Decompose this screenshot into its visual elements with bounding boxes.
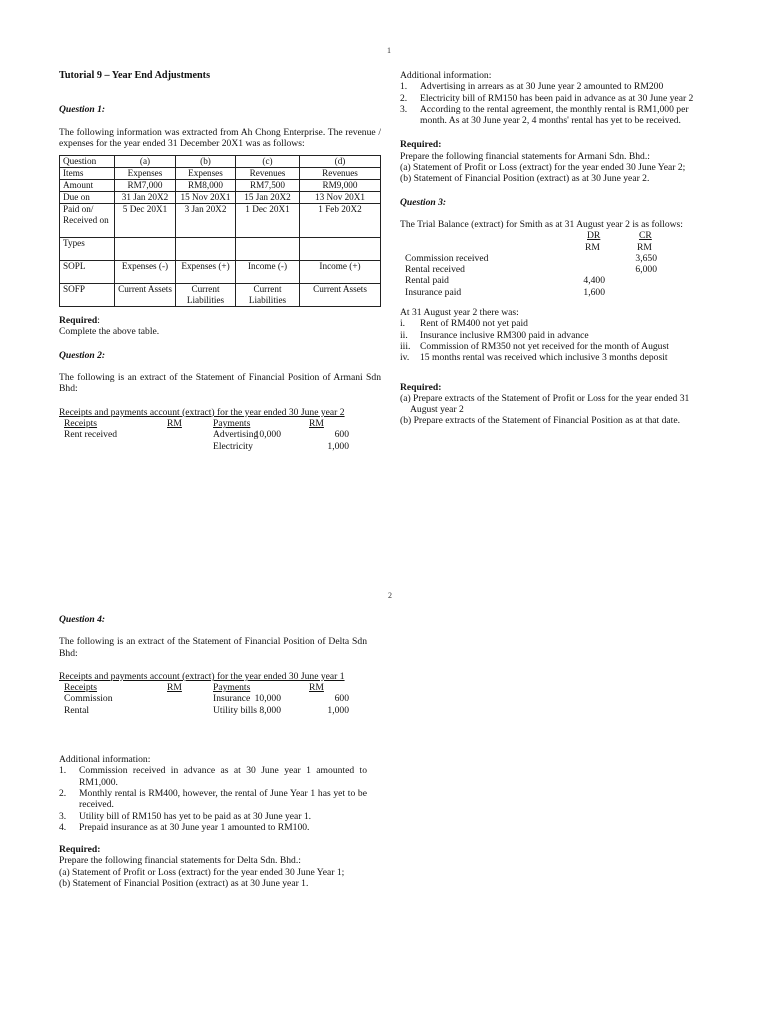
question-1-intro: The following information was extracted from Ah Chong Enterprise. The revenue / expenses for the year ended 31 December 20X1 was as follows: xyxy=(59,126,381,149)
tb-label: Rental paid xyxy=(405,275,449,287)
account-rows-q4 xyxy=(59,693,367,716)
table-cell: Expenses xyxy=(176,168,236,180)
account-row: Rental 8,000 Utility bills 1,000 xyxy=(64,704,349,716)
tb-row xyxy=(400,287,712,298)
table-cell: 13 Nov 20X1 xyxy=(300,192,381,204)
list-item xyxy=(400,341,712,352)
table-cell: RM8,000 xyxy=(176,180,236,192)
table-cell: 1 Dec 20X1 xyxy=(236,204,300,238)
page-number-2: 2 xyxy=(388,591,392,600)
page-title: Tutorial 9 – Year End Adjustments xyxy=(59,70,211,81)
required-line: Prepare the following financial statements for Armani Sdn. Bhd.: xyxy=(400,150,650,162)
question-2-required-label: Required: xyxy=(400,139,442,151)
list-text: Advertising in arrears as at 30 June year 2 amounted to RM200 xyxy=(420,81,664,93)
table-cell: 5 Dec 20X1 xyxy=(115,204,176,238)
list-number: ii. xyxy=(400,329,408,341)
page1-left-column xyxy=(59,70,381,452)
additional-info-list xyxy=(400,81,712,126)
table-cell: Types xyxy=(60,238,115,261)
question-4-heading: Question 4: xyxy=(59,614,106,625)
table-cell: Expenses (+) xyxy=(176,261,236,284)
table-row xyxy=(60,156,381,168)
table-row xyxy=(60,192,381,204)
table-row xyxy=(60,168,381,180)
tb-cr-header: CR xyxy=(639,230,652,242)
list-item xyxy=(400,104,712,127)
tb-dr: 4,400 xyxy=(583,275,605,287)
list-item xyxy=(400,352,712,363)
question-3-required-list xyxy=(400,393,712,427)
list-number: iii. xyxy=(400,340,411,352)
question-3-items xyxy=(400,318,712,363)
table-cell: 15 Nov 20X1 xyxy=(176,192,236,204)
list-number: 4. xyxy=(59,821,67,833)
table-cell: (c) xyxy=(236,156,300,168)
account-title-q4: Receipts and payments account (extract) for the year ended 30 June year 1 xyxy=(59,670,345,682)
account-title: Receipts and payments account (extract) for the year ended 30 June year 2 xyxy=(59,406,345,418)
table-cell: Expenses (-) xyxy=(115,261,176,284)
table-cell xyxy=(115,238,176,261)
table-cell xyxy=(176,238,236,261)
table-row xyxy=(60,238,381,261)
table-cell: Expenses xyxy=(115,168,176,180)
table-cell: Income (-) xyxy=(236,261,300,284)
tb-label: Rental received xyxy=(405,264,465,276)
list-number: 2. xyxy=(59,787,67,799)
tb-row xyxy=(400,275,712,286)
account-row: Rent received 10,000 Advertising 600 xyxy=(64,429,349,441)
table-cell: 15 Jan 20X2 xyxy=(236,192,300,204)
page-number: 1 xyxy=(387,46,391,55)
tb-row xyxy=(400,253,712,264)
table-row xyxy=(60,284,381,307)
table-cell: SOPL xyxy=(60,261,115,284)
additional-info-heading-q4: Additional information: xyxy=(59,754,151,766)
tb-dr-header: DR xyxy=(587,230,601,242)
at-date-text: At 31 August year 2 there was: xyxy=(400,307,519,319)
list-item xyxy=(59,822,367,833)
list-text: Commission received in advance as at 30 June year 1 amounted to RM1,000. xyxy=(79,765,367,788)
list-text: Prepaid insurance as at 30 June year 1 amounted to RM100. xyxy=(79,821,310,833)
table-cell: 1 Feb 20X2 xyxy=(300,204,381,238)
table-cell: RM7,000 xyxy=(115,180,176,192)
table-cell: RM7,500 xyxy=(236,180,300,192)
table-cell: Question xyxy=(60,156,115,168)
list-item xyxy=(400,330,712,341)
question-2-intro: The following is an extract of the Statement of Financial Position of Armani Sdn Bhd: xyxy=(59,372,381,395)
table-row xyxy=(60,261,381,284)
list-number: i. xyxy=(400,318,406,330)
list-number: 3. xyxy=(59,810,67,822)
table-cell: 3 Jan 20X2 xyxy=(176,204,236,238)
question-3-heading: Question 3: xyxy=(400,196,447,208)
list-item xyxy=(400,81,712,92)
list-text: Monthly rental is RM400, however, the rental of June Year 1 has yet to be received. xyxy=(79,787,367,811)
table-cell: Current Liabilities xyxy=(176,284,236,307)
list-text: According to the rental agreement, the monthly rental is RM1,000 per month. As at 30 June year 2, 4 months' rental has yet to be received. xyxy=(420,103,689,127)
table-cell: Current Assets xyxy=(115,284,176,307)
question-2-heading: Question 2: xyxy=(59,349,106,361)
table-cell: Paid on/ Received on xyxy=(60,204,115,238)
table-row xyxy=(60,180,381,192)
account-rows xyxy=(59,429,381,452)
additional-info-list-q4 xyxy=(59,765,367,833)
question-4-required-list xyxy=(59,855,367,889)
list-number: iv. xyxy=(400,352,410,364)
list-number: 2. xyxy=(400,92,408,104)
question-1-required: Required: xyxy=(59,315,100,327)
list-item xyxy=(59,811,367,822)
tb-cr: 3,650 xyxy=(635,252,657,264)
list-item xyxy=(400,93,712,104)
required-label: Required xyxy=(59,315,98,327)
required-line: (a) Statement of Profit or Loss (extract) for the year ended 30 June Year 1; xyxy=(59,866,345,878)
required-text: Complete the above table. xyxy=(59,326,160,338)
tb-row xyxy=(400,264,712,275)
table-cell: Items xyxy=(60,168,115,180)
trial-balance: DR CR RM RM Commission received 3,650 Rental received 6,000 Rental paid 4,400 Insurance paid 1,600 xyxy=(400,230,712,298)
required-line: (b) Statement of Financial Position (extract) as at 30 June year 2. xyxy=(400,173,650,185)
question-2-required-list xyxy=(400,151,712,185)
table-cell: Current Assets xyxy=(300,284,381,307)
table-cell: Due on xyxy=(60,192,115,204)
table-cell: Revenues xyxy=(236,168,300,180)
question-3-intro: The Trial Balance (extract) for Smith as at 31 August year 2 is as follows: xyxy=(400,218,683,230)
question-4-required-label: Required: xyxy=(59,844,101,856)
list-number: 1. xyxy=(400,81,408,93)
table-cell: Revenues xyxy=(300,168,381,180)
table-cell xyxy=(236,238,300,261)
table-cell xyxy=(300,238,381,261)
question-4-intro: The following is an extract of the Statement of Financial Position of Delta Sdn Bhd: xyxy=(59,636,367,659)
tb-cr: 6,000 xyxy=(635,264,657,276)
table-cell: RM9,000 xyxy=(300,180,381,192)
list-text: Electricity bill of RM150 has been paid in advance as at 30 June year 2 xyxy=(420,92,694,104)
table-cell: (a) xyxy=(115,156,176,168)
account-headers: Receipts RM Payments RM xyxy=(64,417,324,429)
account-row: Commission 10,000 Insurance 600 xyxy=(64,693,349,705)
page2-column xyxy=(59,614,367,889)
table-cell: 31 Jan 20X2 xyxy=(115,192,176,204)
list-text: Commission of RM350 not yet received for the month of August xyxy=(420,340,669,352)
table-cell: SOFP xyxy=(60,284,115,307)
page1-right-column xyxy=(400,70,712,427)
table-cell: Amount xyxy=(60,180,115,192)
table-cell: (b) xyxy=(176,156,236,168)
question-1-table xyxy=(59,155,381,307)
table-cell: Current Liabilities xyxy=(236,284,300,307)
required-line: (b) Prepare extracts of the Statement of Financial Position as at that date. xyxy=(400,415,680,427)
tb-label: Commission received xyxy=(405,252,489,264)
question-1-heading: Question 1: xyxy=(59,104,106,116)
required-line: Prepare the following financial statements for Delta Sdn. Bhd.: xyxy=(59,855,301,867)
account-headers-q4: Receipts RM Payments RM xyxy=(64,682,324,694)
table-cell: Income (+) xyxy=(300,261,381,284)
required-line: (a) Statement of Profit or Loss (extract) for the year ended 30 June Year 2; xyxy=(400,162,686,174)
list-text: 15 months rental was received which inclusive 3 months deposit xyxy=(420,352,668,364)
required-line: (a) Prepare extracts of the Statement of Profit or Loss for the year ended 31 August year 2 xyxy=(400,392,690,416)
list-text: Rent of RM400 not yet paid xyxy=(420,318,528,330)
question-3-required-label: Required: xyxy=(400,381,442,393)
table-row xyxy=(60,204,381,238)
account-row: Electricity 1,000 xyxy=(213,440,349,452)
list-item xyxy=(400,318,712,329)
list-text: Utility bill of RM150 has yet to be paid as at 30 June year 1. xyxy=(79,810,312,822)
list-item xyxy=(59,765,367,788)
list-text: Insurance inclusive RM300 paid in advance xyxy=(420,329,589,341)
list-item xyxy=(59,788,367,811)
list-number: 1. xyxy=(59,765,67,777)
tb-label: Insurance paid xyxy=(405,286,462,298)
additional-info-heading: Additional information: xyxy=(400,70,492,81)
tb-dr: 1,600 xyxy=(583,286,605,298)
table-cell: (d) xyxy=(300,156,381,168)
required-line: (b) Statement of Financial Position (extract) as at 30 June year 1. xyxy=(59,878,309,890)
list-number: 3. xyxy=(400,103,408,115)
